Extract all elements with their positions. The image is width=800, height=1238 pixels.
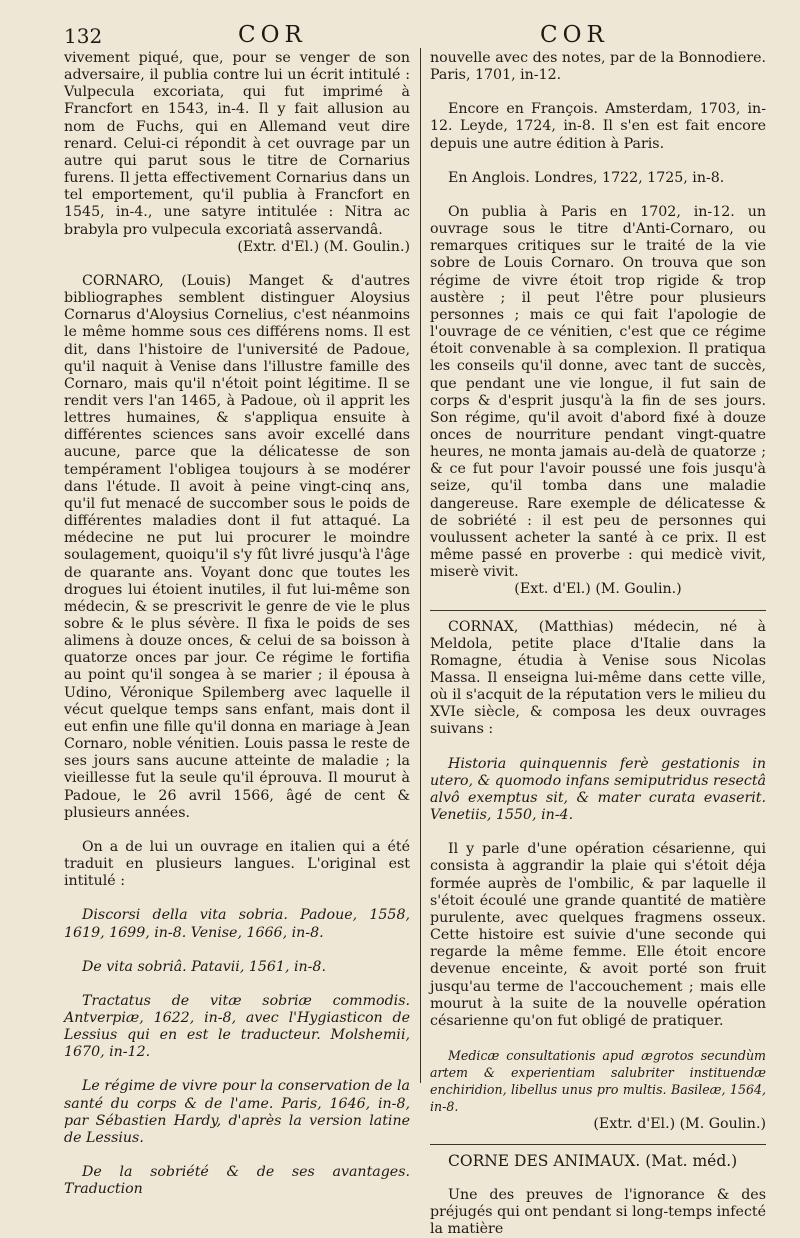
right-column [430, 50, 766, 1238]
left-column [64, 50, 410, 1198]
running-head-right: COR [540, 22, 609, 48]
entry-cornaro: CORNARO, (Louis) Manget & d'autres bibliographes semblent distinguer Aloysius Cornarus d'Aloysius Cornelius, c'est néanmoins le même homme sous ces différens noms. Il est dit, dans l'histoire de l'université de Padoue, qu'il naquit à Venise dans l'illustre famille des Cornaro, mais qu'il n'étoit point légitime. Il se rendit vers l'an 1465, à Padoue, où il apprit les lettres humaines, & s'appliqua ensuite à différentes sciences sans avoir excellé dans aucune, parce que la délicatesse de son tempérament l'obligea toujours à se modérer dans l'étude. Il avoit à peine vingt-cinq ans, qu'il fut menacé de succomber sous le poids de différentes maladies dont il fut attaqué. La médecine ne put lui procurer le moindre soulagement, quoiqu'il s'y fût livré jusqu'à l'âge de quarante ans. Voyant donc que toutes les drogues lui étoient inutiles, il fut lui-même son médecin, & se prescrivit le genre de vie le plus sobre & le plus sévère. Il fixa le poids de ses alimens à douze onces, & celui de sa boisson à quatorze onces par jour. Ce régime le fortifia au point qu'il songea à se marier ; il épousa à Udino, Véronique Spilemberg avec laquelle il vécut quelque temps sans enfant, mais dont il eut enfin une fille qu'il donna en mariage à Jean Cornaro, noble vénitien. Louis passa le reste de ses jours sans aucune atteinte de maladie ; la vieillesse fut la seule qu'il éprouva. Il mourut à Padoue, le 26 avril 1566, âgé de cent & plusieurs années. [64, 272, 410, 821]
page-header [0, 24, 800, 50]
bibliography-item: Historia quinquennis ferè gestationis in utero, & quomodo infans semiputridus resectâ alvô exemptus sit, & mater curata evaserit. Venetiis, 1550, in-4. [430, 755, 766, 824]
entry-heading: CORNE DES ANIMAUX. (Mat. méd.) [448, 1151, 738, 1170]
page-number: 132 [64, 24, 103, 48]
paragraph: Encore en François. Amsterdam, 1703, in-12. Leyde, 1724, in-8. Il s'en est fait encore depuis une autre édition à Paris. [430, 101, 766, 152]
paragraph: vivement piqué, que, pour se venger de son adversaire, il publia contre lui un écrit intitulé : Vulpecula excoriata, qui fut imprimé à Francfort en 1543, in-4. Il y fait allusion au nom de Fuchs, qui en Allemand veut dire renard. Celui-ci répondit à cet ouvrage par un autre qui parut sous le titre de Cornarius furens. Il jetta effectivement Cornarius dans un tel emportement, qu'il publia à Francfort en 1545, in-4., une satyre intitulée : Nitra ac brabyla pro vulpecula excoriatâ asservandâ. [64, 50, 410, 238]
bibliography-item: De la sobriété & de ses avantages. Traduction [64, 1164, 410, 1198]
bibliography-item: Le régime de vivre pour la conservation de la santé du corps & de l'ame. Paris, 1646, in-8, par Sébastien Hardy, d'après la version latine de Lessius. [64, 1078, 410, 1146]
entry-divider [430, 1144, 766, 1145]
attribution: (Ext. d'El.) (M. Goulin.) [514, 581, 682, 598]
attribution: (Extr. d'El.) (M. Goulin.) [237, 238, 410, 255]
attribution: (Extr. d'El.) (M. Goulin.) [593, 1115, 766, 1132]
paragraph: On a de lui un ouvrage en italien qui a été traduit en plusieurs langues. L'original est intitulé : [64, 838, 410, 890]
bibliography-item: Tractatus de vitæ sobriæ commodis. Antverpiæ, 1622, in-8, avec l'Hygiasticon de Lessius qui en est le traducteur. Molshemii, 1670, in-12. [64, 992, 410, 1061]
column-divider [420, 48, 421, 1083]
bibliography-item: Discorsi della vita sobria. Padoue, 1558, 1619, 1699, in-8. Venise, 1666, in-8. [64, 907, 410, 941]
bibliography-item: De vita sobriâ. Patavii, 1561, in-8. [82, 958, 326, 975]
bibliography-item: Medicæ consultationis apud ægrotos secundùm artem & experientiam salubriter instituendæ enchiridion, libellus unus pro multis. Basileæ, 1564, in-8. [430, 1047, 766, 1115]
paragraph: On publia à Paris en 1702, in-12. un ouvrage sous le titre d'Anti-Cornaro, ou remarques critiques sur le traité de la vie sobre de Louis Cornaro. On trouva que son régime de vivre étoit trop rigide & trop austère ; il peut l'être pour plusieurs personnes ; mais ce qui fait l'apologie de l'ouvrage de ce vénitien, c'est que ce régime étoit convenable à sa complexion. Il pratiqua les conseils qu'il donne, avec tant de succès, que pendant une vie longue, il fut sain de corps & d'esprit jusqu'à la fin de ses jours. Son régime, qu'il avoit d'abord fixé à douze onces de nourriture pendant vingt-quatre heures, ne monta jamais au-delà de quatorze ; & ce fut pour l'avoir poussé une fois jusqu'à seize, qu'il tomba dans une maladie dangereuse. Rare exemple de délicatesse & de sobriété : il est peu de personnes qui voulussent acheter la santé à ce prix. Il est même passé en proverbe : qui medicè vivit, miserè vivit. [430, 203, 766, 581]
paragraph: Il y parle d'une opération césarienne, qui consista à aggrandir la plaie qui s'étoit déja formée auprès de l'ombilic, & par laquelle il s'étoit écoulé une grande quantité de matière purulente, avec quelques fragmens osseux. Cette histoire est suivie d'une seconde qui regarde la même femme. Elle étoit encore devenue enceinte, & avoit porté son fruit jusqu'au terme de l'accouchement ; mais elle mourut à la suite de la nouvelle opération césarienne qu'on fut obligé de pratiquer. [430, 841, 766, 1029]
paragraph: Une des preuves de l'ignorance & des préjugés qui ont pendant si long-temps infecté la matière [430, 1186, 766, 1238]
paragraph: En Anglois. Londres, 1722, 1725, in-8. [448, 169, 725, 186]
entry-divider [430, 610, 766, 611]
paragraph: nouvelle avec des notes, par de la Bonnodiere. Paris, 1701, in-12. [430, 50, 766, 84]
entry-cornax: CORNAX, (Matthias) médecin, né à Meldola, petite place d'Italie dans la Romagne, étudia à Venise sous Nicolas Massa. Il enseigna lui-même dans cette ville, où il s'acquit de la réputation vers le milieu du XVIe siècle, & composa les deux ouvrages suivans : [430, 618, 766, 738]
running-head-left: COR [238, 22, 307, 48]
